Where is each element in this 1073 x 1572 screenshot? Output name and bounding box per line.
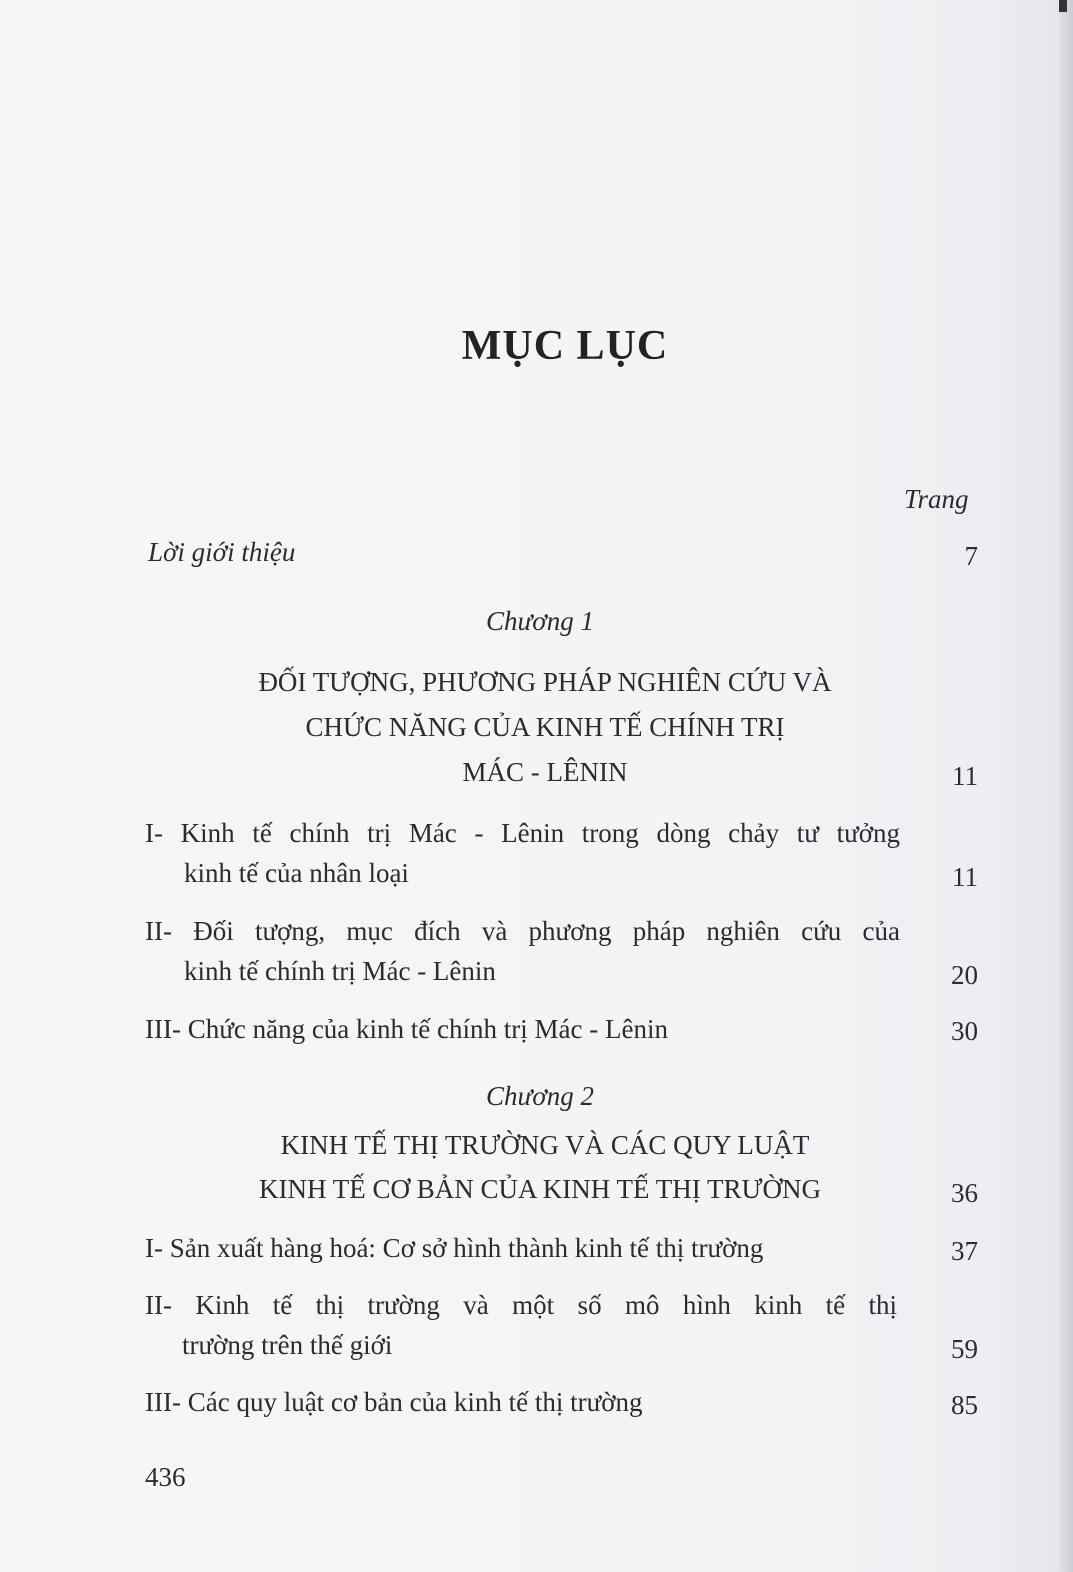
toc-entry-line: kinh tế chính trị Mác - Lênin	[184, 956, 496, 986]
chapter2-title-line2: KINH TẾ CƠ BẢN CỦA KINH TẾ THỊ TRƯỜNG	[259, 1174, 821, 1204]
intro-page: 7	[964, 541, 978, 571]
page-number: 436	[145, 1462, 186, 1492]
chapter1-title-line2: CHỨC NĂNG CỦA KINH TẾ CHÍNH TRỊ	[305, 712, 785, 742]
toc-entry-line: II- Kinh tế thị trường và một số mô hình kinh tế thị	[145, 1290, 897, 1320]
toc-entry-page: 85	[951, 1390, 978, 1420]
page-title: MỤC LỤC	[461, 323, 669, 369]
toc-entry-line: II- Đối tượng, mục đích và phương pháp nghiên cứu của	[145, 916, 900, 946]
chapter2-heading: Chương 2	[486, 1081, 594, 1111]
toc-entry-line: I- Kinh tế chính trị Mác - Lênin trong dòng chảy tư tưởng	[145, 818, 900, 848]
chapter1-page: 11	[952, 761, 978, 791]
page-edge	[1059, 0, 1073, 1572]
toc-entry-line: trường trên thế giới	[182, 1330, 393, 1360]
chapter1-title-line1: ĐỐI TƯỢNG, PHƯƠNG PHÁP NGHIÊN CỨU VÀ	[258, 667, 832, 697]
trang-label: Trang	[904, 484, 969, 514]
toc-entry-line: III- Các quy luật cơ bản của kinh tế thị trường	[145, 1387, 643, 1417]
chapter2-page: 36	[951, 1178, 978, 1208]
intro-label: Lời giới thiệu	[148, 537, 296, 567]
toc-entry-page: 30	[951, 1016, 978, 1046]
toc-entry-page: 59	[951, 1334, 978, 1364]
chapter1-title-line3: MÁC - LÊNIN	[462, 757, 628, 787]
toc-entry-line: III- Chức năng của kinh tế chính trị Mác - Lênin	[145, 1014, 668, 1044]
toc-entry-page: 11	[952, 862, 978, 892]
toc-entry-page: 37	[951, 1236, 978, 1266]
toc-entry-line: kinh tế của nhân loại	[184, 858, 409, 888]
chapter1-heading: Chương 1	[486, 606, 594, 636]
toc-entry-line: I- Sản xuất hàng hoá: Cơ sở hình thành kinh tế thị trường	[145, 1233, 764, 1263]
toc-entry-page: 20	[951, 960, 978, 990]
corner-mark	[1059, 0, 1067, 12]
chapter2-title-line1: KINH TẾ THỊ TRƯỜNG VÀ CÁC QUY LUẬT	[280, 1130, 810, 1160]
